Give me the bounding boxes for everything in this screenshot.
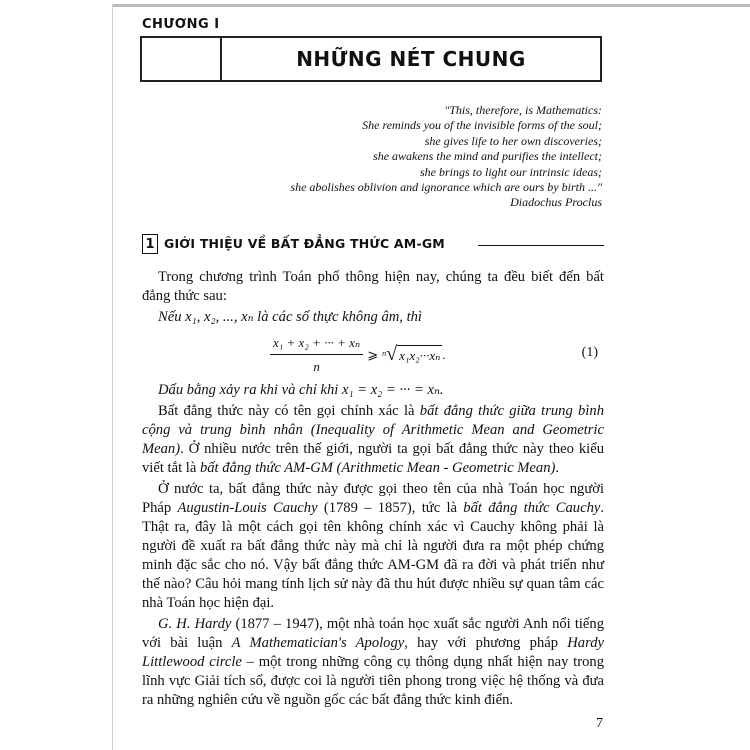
text-run: . Thật ra, đây là một cách gọi tên không chính xác vì Cauchy không phải là người đề xuất ra bất đẳng thức này mà chỉ là người đưa ra một phép chứng minh đặc sắc cho nó. Vậy bất đẳng thức AM-GM đã ra đời và phát triển như thế nào? Câu hỏi mang tính lịch sử này đã thu hút được nhiều sự quan tâm các nhà Toán học hiện đại. (142, 500, 604, 611)
epigraph-line: she brings to light our intrinsic ideas; (419, 164, 602, 179)
formula-radicand: x₁x₂···xₙ (397, 345, 442, 365)
statement-pre: Nếu (158, 309, 186, 325)
am-gm-formula (270, 333, 446, 376)
section-heading (142, 234, 604, 256)
text-run: Ở nước ta, bất đẳng thức này được gọi theo tên của nhà Toán học người Pháp (142, 481, 604, 516)
chapter-title: NHỮNG NÉT CHUNG (296, 47, 526, 71)
text-run-italic: Hardy Littlewood circle (142, 635, 605, 670)
epigraph-line: she awakens the mind and purifies the intellect; (373, 149, 602, 164)
formula-radical (382, 344, 442, 365)
text-run-italic: bất đẳng thức AM-GM (Arithmetic Mean - Geometric Mean) (199, 460, 556, 476)
epigraph (222, 103, 602, 211)
formula-relation: ⩾ (367, 347, 379, 362)
body-text (142, 268, 604, 710)
section-title: GIỚI THIỆU VỀ BẤT ĐẲNG THỨC AM-GM (164, 236, 445, 251)
page-number: 7 (596, 716, 603, 731)
statement-vars: x₁, x₂, ..., xₙ (185, 309, 254, 325)
epigraph-line: "This, therefore, is Mathematics: (444, 103, 602, 117)
formula-denominator: n (313, 359, 320, 374)
text-run: . Ở nhiều nước trên thế giới, người ta gọi bất đẳng thức này theo kiểu viết tắt là (142, 441, 604, 476)
radical-index: n (382, 349, 387, 358)
section-rule (478, 245, 604, 246)
equality-condition: Dấu bằng xảy ra khi và chỉ khi x₁ = x₂ = ··· = xₙ. (158, 382, 444, 398)
text-run: , hay với phương pháp (404, 635, 568, 651)
formula-fraction (270, 333, 363, 376)
text-run-italic: Augustin-Louis Cauchy (177, 500, 318, 516)
page-left-edge (112, 4, 113, 750)
text-run: – một trong những công cụ thông dụng nhất hiện nay trong lĩnh vực Giải tích số, được coi là người tiên phong trong việc hệ thống và đưa ra những nghiên cứu về nguồn gốc các bất đẳng thức kinh điển. (142, 654, 604, 708)
text-run-italic: A Mathematician's Apology (231, 635, 405, 651)
paragraph-intro: Trong chương trình Toán phổ thông hiện nay, chúng ta đều biết đến bất đẳng thức sau: (142, 269, 604, 304)
text-run: Bất đẳng thức này có tên gọi chính xác là (158, 403, 420, 419)
equation-label: (1) (581, 345, 598, 360)
page-top-rule (112, 4, 750, 7)
text-run-italic: G. H. Hardy (158, 616, 232, 632)
formula-row (142, 331, 604, 379)
chapter-label: CHƯƠNG I (142, 17, 220, 32)
radical-sign: √ (386, 343, 398, 365)
epigraph-line: She reminds you of the invisible forms of the soul; (362, 118, 602, 133)
text-run: (1789 – 1857), tức là (317, 500, 464, 516)
statement-post: là các số thực không âm, thì (253, 309, 422, 325)
text-run-italic: bất đẳng thức Cauchy (463, 500, 601, 516)
text-run-italic: bất đẳng thức giữa trung bình cộng và trung bình nhân (Inequality of Arithmetic Mean and Geometric Mean) (142, 403, 604, 457)
text-run: . (555, 460, 560, 476)
paragraph-naming (142, 402, 604, 478)
epigraph-line: she abolishes oblivion and ignorance which are ours by birth ..." (290, 180, 602, 195)
paragraph-cauchy (142, 480, 604, 613)
chapter-title-box (140, 36, 602, 82)
epigraph-line: she gives life to her own discoveries; (424, 133, 602, 148)
formula-end: . (442, 347, 446, 362)
section-number: 1 (142, 234, 158, 254)
formula-numerator: x₁ + x₂ + ··· + xₙ (270, 333, 363, 355)
theorem-statement (142, 308, 604, 327)
text-run: (1877 – 1947), một nhà toán học xuất sắc người Anh nổi tiếng với bài luận (142, 616, 605, 651)
paragraph-hardy (142, 615, 604, 710)
epigraph-author: Diadochus Proclus (510, 195, 602, 210)
